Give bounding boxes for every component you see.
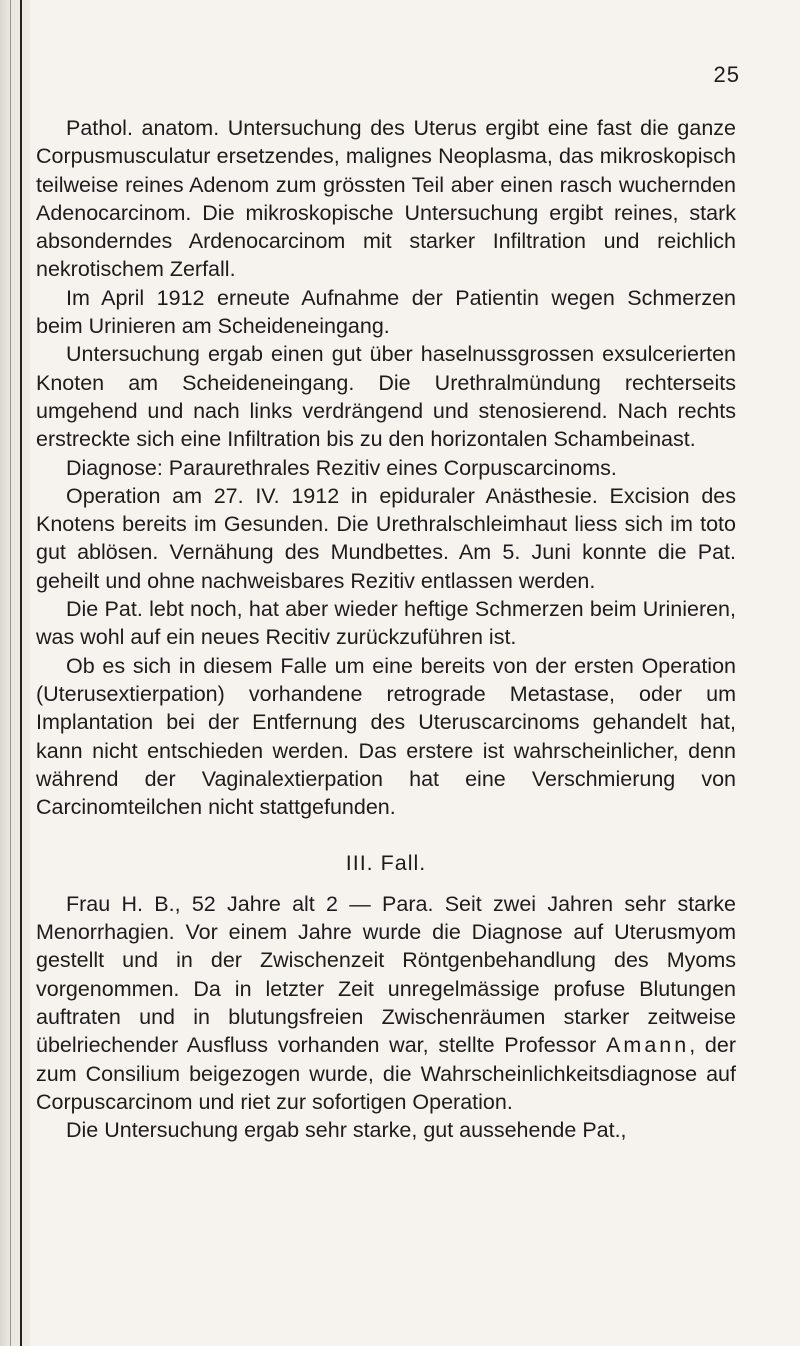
paragraph-case-three (36, 890, 736, 1116)
binding-line (20, 0, 22, 1346)
paragraph-last: Die Untersuchung ergab sehr starke, gut aussehende Pat., (66, 1118, 627, 1143)
body-text (36, 114, 736, 1144)
paragraph-diagnosis: Diagnose: Paraurethrales Rezitiv eines Corpuscarcinoms. (66, 455, 617, 480)
paragraph-examination: Untersuchung ergab einen gut über haselnussgrossen exsulcerierten Knoten am Scheideneingang. Die Urethralmündung rechterseits umgehend und nach links verdrängend und stenosierend. Nach rechts erstreckte sich eine Infiltration bis zu den horizontalen Schambeinast. (36, 342, 736, 452)
professor-name: Amann (606, 1033, 690, 1058)
paragraph-discussion: Ob es sich in diesem Falle um eine bereits von der ersten Operation (Uterusextierpation) vorhandene retrograde Metastase, oder um Implantation bei der Entfernung des Uteruscarcinoms gehandelt hat, kann nicht entschieden werden. Das erstere ist wahrscheinlicher, denn während der Vaginalextierpation hat eine Verschmierung von Carcinomteilchen nicht stattgefunden. (36, 653, 736, 820)
paragraph-readmission: Im April 1912 erneute Aufnahme der Patientin wegen Schmerzen beim Urinieren am Scheideneingang. (36, 285, 736, 339)
case-text-a: Frau H. B., 52 Jahre alt 2 — Para. Seit zwei Jahren sehr starke Menorrhagien. Vor einem Jahre wurde die Diagnose auf Uterusmyom gestellt und in der Zwischenzeit Röntgenbehandlung des Myoms vorgenommen. Da in letzter Zeit unregelmässige profuse Blutungen auftraten und in blutungsfreien Zwischenräumen starker zeitweise übelriechender Ausfluss vorhanden war, stellte Professor (36, 891, 736, 1058)
paragraph-followup: Die Pat. lebt noch, hat aber wieder heftige Schmerzen beim Urinieren, was wohl auf ein neues Recitiv zurückzuführen ist. (36, 597, 736, 650)
page-number: 25 (713, 62, 740, 87)
binding-edge (10, 0, 11, 1346)
paragraph-operation: Operation am 27. IV. 1912 in epiduraler Anästhesie. Excision des Knotens bereits im Gesunden. Die Urethralschleimhaut liess sich im toto gut ablösen. Vernähung des Mundbettes. Am 5. Juni konnte die Pat. geheilt und ohne nachweisbares Rezitiv entlassen werden. (36, 483, 736, 593)
paragraph-pathology: Pathol. anatom. Untersuchung des Uterus ergibt eine fast die ganze Corpusmusculatur ersetzendes, malignes Neoplasma, das mikroskopisch teilweise reines Adenom zum grössten Teil aber einen rasch wuchernden Adenocarcinom. Die mikroskopische Untersuchung ergibt reines, stark absonderndes Ardenocarcinom mit starker Infiltration und reichlich nekrotischem Zerfall. (36, 116, 736, 282)
case-text-b: , der zum Consilium beigezogen wurde, die Wahrscheinlichkeitsdiagnose auf Corpuscarcinom und riet zur sofortigen Operation. (36, 1033, 736, 1114)
section-heading: III. Fall. (345, 851, 427, 876)
binding-gutter (0, 0, 30, 1346)
